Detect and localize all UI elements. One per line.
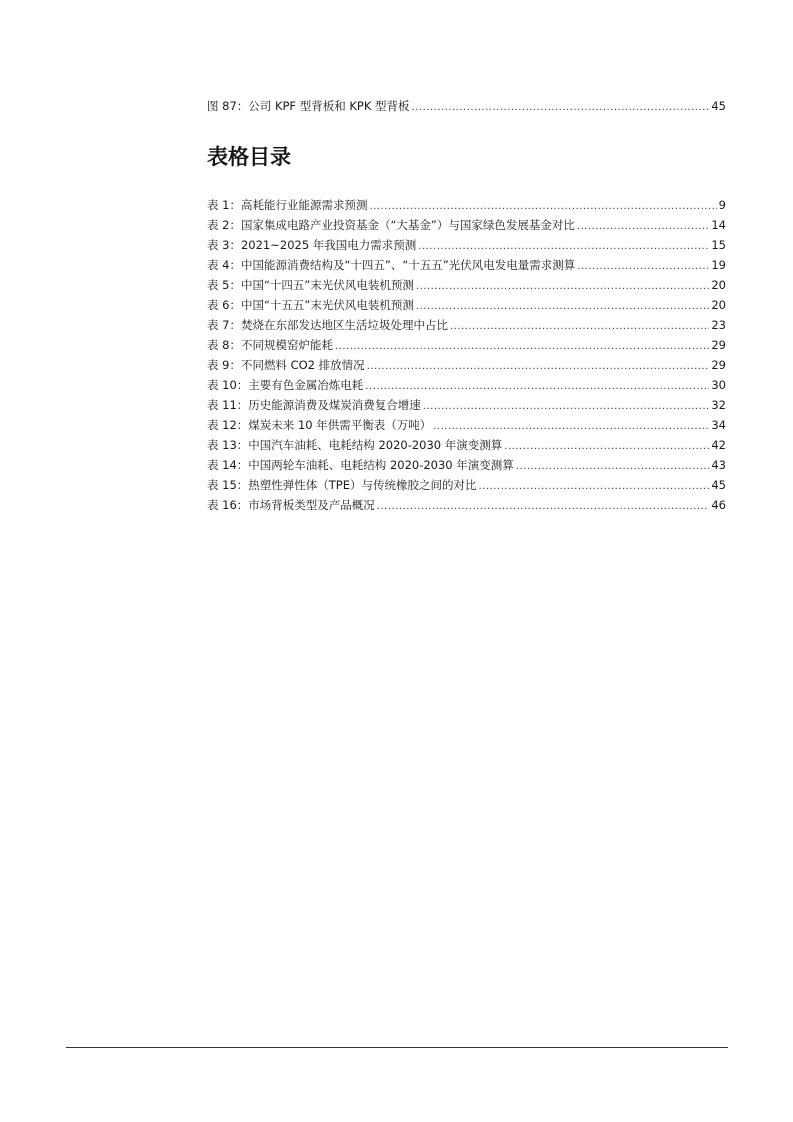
toc-entry-label: 表 1：高耗能行业能源需求预测 <box>207 198 368 212</box>
toc-leader-dots <box>423 398 710 416</box>
toc-entry-label: 表 14：中国两轮车油耗、电耗结构 2020-2030 年演变测算 <box>207 458 514 472</box>
toc-entry-page: 30 <box>711 378 726 392</box>
toc-entry-page: 46 <box>711 498 726 512</box>
toc-leader-dots <box>369 198 716 216</box>
toc-entry-page: 34 <box>711 418 726 432</box>
toc-leader-dots <box>433 418 709 436</box>
toc-leader-dots <box>504 438 709 456</box>
table-toc-entry[interactable] <box>207 236 726 254</box>
toc-leader-dots <box>577 258 709 276</box>
toc-entry-page: 29 <box>711 358 726 372</box>
toc-leader-dots <box>450 318 709 336</box>
toc-entry-page: 29 <box>711 338 726 352</box>
toc-entry-page: 45 <box>711 99 726 113</box>
toc-entry-label: 表 16：市场背板类型及产品概况 <box>207 498 375 512</box>
table-toc-entry[interactable] <box>207 456 726 474</box>
table-toc-entry[interactable] <box>207 496 726 514</box>
toc-leader-dots <box>335 338 709 356</box>
table-toc-title: 表格目录 <box>207 145 291 169</box>
toc-entry-page: 14 <box>711 218 726 232</box>
table-toc-entry[interactable] <box>207 316 726 334</box>
toc-entry-page: 32 <box>711 398 726 412</box>
toc-leader-dots <box>365 378 709 396</box>
toc-entry-label: 表 2：国家集成电路产业投资基金（“大基金”）与国家绿色发展基金对比 <box>207 218 575 232</box>
table-toc-entry[interactable] <box>207 196 726 214</box>
toc-entry-page: 20 <box>711 298 726 312</box>
table-toc-entry[interactable] <box>207 216 726 234</box>
toc-entry-page: 42 <box>711 438 726 452</box>
table-toc-entry[interactable] <box>207 256 726 274</box>
toc-entry-page: 45 <box>711 478 726 492</box>
toc-leader-dots <box>479 478 710 496</box>
toc-entry-page: 9 <box>718 198 726 212</box>
toc-leader-dots <box>416 278 709 296</box>
toc-entry-page: 43 <box>711 458 726 472</box>
toc-entry-label: 表 8：不同规模窑炉能耗 <box>207 338 333 352</box>
table-toc-entry[interactable] <box>207 416 726 434</box>
toc-entry-label: 表 10：主要有色金属冶炼电耗 <box>207 378 364 392</box>
toc-entry-label: 表 12：煤炭未来 10 年供需平衡表（万吨） <box>207 418 432 432</box>
toc-entry-label: 表 7：焚烧在东部发达地区生活垃圾处理中占比 <box>207 318 448 332</box>
toc-entry-label: 表 5：中国“十四五”末光伏风电装机预测 <box>207 278 414 292</box>
toc-entry-page: 20 <box>711 278 726 292</box>
toc-leader-dots <box>412 99 710 117</box>
toc-entry-label: 表 3：2021~2025 年我国电力需求预测 <box>207 238 417 252</box>
footer-divider <box>66 1047 728 1048</box>
toc-entry-label: 表 4：中国能源消费结构及“十四五”、“十五五”光伏风电发电量需求测算 <box>207 258 576 272</box>
toc-entry-page: 15 <box>711 238 726 252</box>
table-toc-entry[interactable] <box>207 396 726 414</box>
toc-leader-dots <box>516 458 710 476</box>
table-toc-entry[interactable] <box>207 336 726 354</box>
table-toc-entry[interactable] <box>207 296 726 314</box>
table-toc-entry[interactable] <box>207 476 726 494</box>
toc-entry-page: 19 <box>711 258 726 272</box>
table-toc-entry[interactable] <box>207 376 726 394</box>
toc-leader-dots <box>577 218 709 236</box>
toc-entry-label: 表 11：历史能源消费及煤炭消费复合增速 <box>207 398 421 412</box>
table-toc-entry[interactable] <box>207 276 726 294</box>
toc-entry-label: 表 13：中国汽车油耗、电耗结构 2020-2030 年演变测算 <box>207 438 503 452</box>
toc-leader-dots <box>367 358 710 376</box>
toc-entry-label: 表 15：热塑性弹性体（TPE）与传统橡胶之间的对比 <box>207 478 477 492</box>
toc-leader-dots <box>377 498 710 516</box>
toc-leader-dots <box>416 298 709 316</box>
toc-leader-dots <box>418 238 709 256</box>
figure-toc-entry[interactable] <box>207 97 726 115</box>
toc-entry-label: 表 6：中国“十五五”末光伏风电装机预测 <box>207 298 414 312</box>
table-toc-entry[interactable] <box>207 436 726 454</box>
table-toc-entry[interactable] <box>207 356 726 374</box>
toc-entry-label: 表 9：不同燃料 CO2 排放情况 <box>207 358 365 372</box>
toc-entry-page: 23 <box>711 318 726 332</box>
toc-entry-label: 图 87：公司 KPF 型背板和 KPK 型背板 <box>207 99 410 113</box>
